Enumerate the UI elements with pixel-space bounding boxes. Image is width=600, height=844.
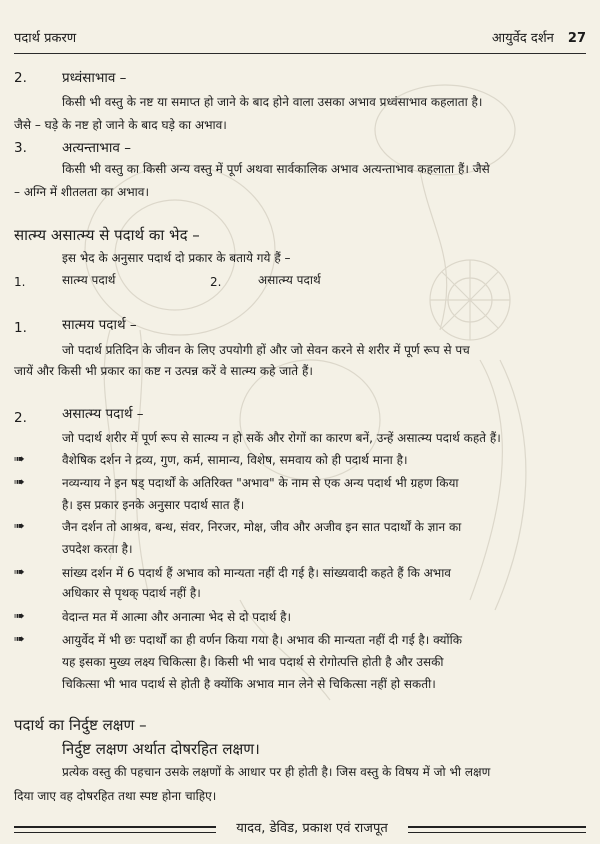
item-title-atyantabhava: अत्यन्ताभाव – xyxy=(62,140,131,156)
book-title: आयुर्वेद दर्शन xyxy=(491,31,554,46)
section-heading: सात्म्य असात्म्य से पदार्थ का भेद – xyxy=(14,226,200,244)
page-header xyxy=(14,28,586,50)
page-number: 27 xyxy=(567,31,586,46)
bullet-line: अधिकार से पृथक् पदार्थ नहीं है। xyxy=(62,586,201,600)
book-title-and-page xyxy=(492,28,586,50)
paragraph-line: किसी भी वस्तु के नष्ट या समाप्त हो जाने के बाद होने वाला उसका अभाव प्रध्वंसाभाव कहलाता है। xyxy=(62,95,483,109)
item-title-asatmya: असात्म्य पदार्थ – xyxy=(62,406,144,422)
paragraph-line: इस भेद के अनुसार पदार्थ दो प्रकार के बताये गये हैं – xyxy=(62,251,291,265)
arrow-bullet-icon: ➠ xyxy=(14,609,25,624)
paragraph-line: जायें और किसी भी प्रकार का कष्ट न उत्पन्न करें वे सात्म्य कहे जाते हैं। xyxy=(14,364,313,378)
paragraph-line: जैसे – घड़े के नष्ट हो जाने के बाद घड़े का अभाव। xyxy=(14,118,227,132)
item-number: 3. xyxy=(14,140,27,156)
footer-rule-right xyxy=(408,826,586,833)
bullet-line: वेदान्त मत में आत्मा और अनात्मा भेद से दो पदार्थ है। xyxy=(62,610,292,624)
bullet-line: उपदेश करता है। xyxy=(62,542,133,556)
item-number: 1. xyxy=(14,320,27,336)
paragraph-line: दिया जाए वह दोषरहित तथा स्पष्ट होना चाहिए। xyxy=(14,789,217,803)
paragraph-line: – अग्नि में शीतलता का अभाव। xyxy=(14,185,150,199)
paragraph-line: जो पदार्थ प्रतिदिन के जीवन के लिए उपयोगी हों और जो सेवन करने से शरीर में पूर्ण रूप से पच xyxy=(62,343,470,357)
footer-authors: यादव, डेविड, प्रकाश एवं राजपूत xyxy=(236,821,388,836)
bullet-line: नव्यन्याय ने इन षड् पदार्थों के अतिरिक्त "अभाव" के नाम से एक अन्य पदार्थ भी ग्रहण किया xyxy=(62,476,459,490)
bullet-line: यह इसका मुख्य लक्ष्य चिकित्सा है। किसी भी भाव पदार्थ से रोगोत्पत्ति होती है और उसकी xyxy=(62,655,444,669)
arrow-bullet-icon: ➠ xyxy=(14,452,25,467)
item-title-satmya: सात्मय पदार्थ – xyxy=(62,317,137,333)
option-label: सात्म्य पदार्थ xyxy=(62,273,116,287)
arrow-bullet-icon: ➠ xyxy=(14,475,25,490)
bullet-line: सांख्य दर्शन में 6 पदार्थ हैं अभाव को मान्यता नहीं दी गई है। सांख्यवादी कहते हैं कि अभाव xyxy=(62,566,451,580)
paragraph-line: प्रत्येक वस्तु की पहचान उसके लक्षणों के आधार पर ही होती है। जिस वस्तु के विषय में जो भी लक्षण xyxy=(62,765,491,779)
option-number: 1. xyxy=(14,275,26,289)
paragraph-line: किसी भी वस्तु का किसी अन्य वस्तु में पूर्ण अथवा सार्वकालिक अभाव अत्यन्ताभाव कहलाता हैं। जैसे xyxy=(62,162,490,176)
option-number: 2. xyxy=(210,275,222,289)
arrow-bullet-icon: ➠ xyxy=(14,632,25,647)
arrow-bullet-icon: ➠ xyxy=(14,565,25,580)
chapter-title: पदार्थ प्रकरण xyxy=(14,31,77,46)
bullet-line: है। इस प्रकार इनके अनुसार पदार्थ सात हैं। xyxy=(62,498,245,512)
item-number: 2. xyxy=(14,410,27,426)
item-number: 2. xyxy=(14,70,27,86)
footer-rule-left xyxy=(14,826,216,833)
header-rule xyxy=(14,53,586,54)
item-title-pradhvamsabhava: प्रध्वंसाभाव – xyxy=(62,70,127,86)
bullet-line: आयुर्वेद में भी छः पदार्थों का ही वर्णन किया गया है। अभाव की मान्यता नहीं दी गई है। क्योंकि xyxy=(62,633,462,647)
option-label: असात्म्य पदार्थ xyxy=(258,273,321,287)
bullet-line: वैशेषिक दर्शन ने द्रव्य, गुण, कर्म, सामान्य, विशेष, समवाय को ही पदार्थ माना है। xyxy=(62,453,408,467)
bullet-line: जैन दर्शन तो आश्रव, बन्ध, संवर, निरजर, मोक्ष, जीव और अजीव इन सात पदार्थों के ज्ञान का xyxy=(62,520,462,534)
arrow-bullet-icon: ➠ xyxy=(14,519,25,534)
bullet-line: चिकित्सा भी भाव पदार्थ से होती है क्योंकि अभाव मान लेने से चिकित्सा नहीं हो सकती। xyxy=(62,677,436,691)
section-subheading: निर्दुष्ट लक्षण अर्थात दोषरहित लक्षण। xyxy=(62,740,260,758)
paragraph-line: जो पदार्थ शरीर में पूर्ण रूप से सात्म्य न हो सकें और रोगों का कारण बनें, उन्हें असात्म्य पदार्थ कहते हैं। xyxy=(62,431,501,445)
section-heading: पदार्थ का निर्दुष्ट लक्षण – xyxy=(14,716,147,734)
